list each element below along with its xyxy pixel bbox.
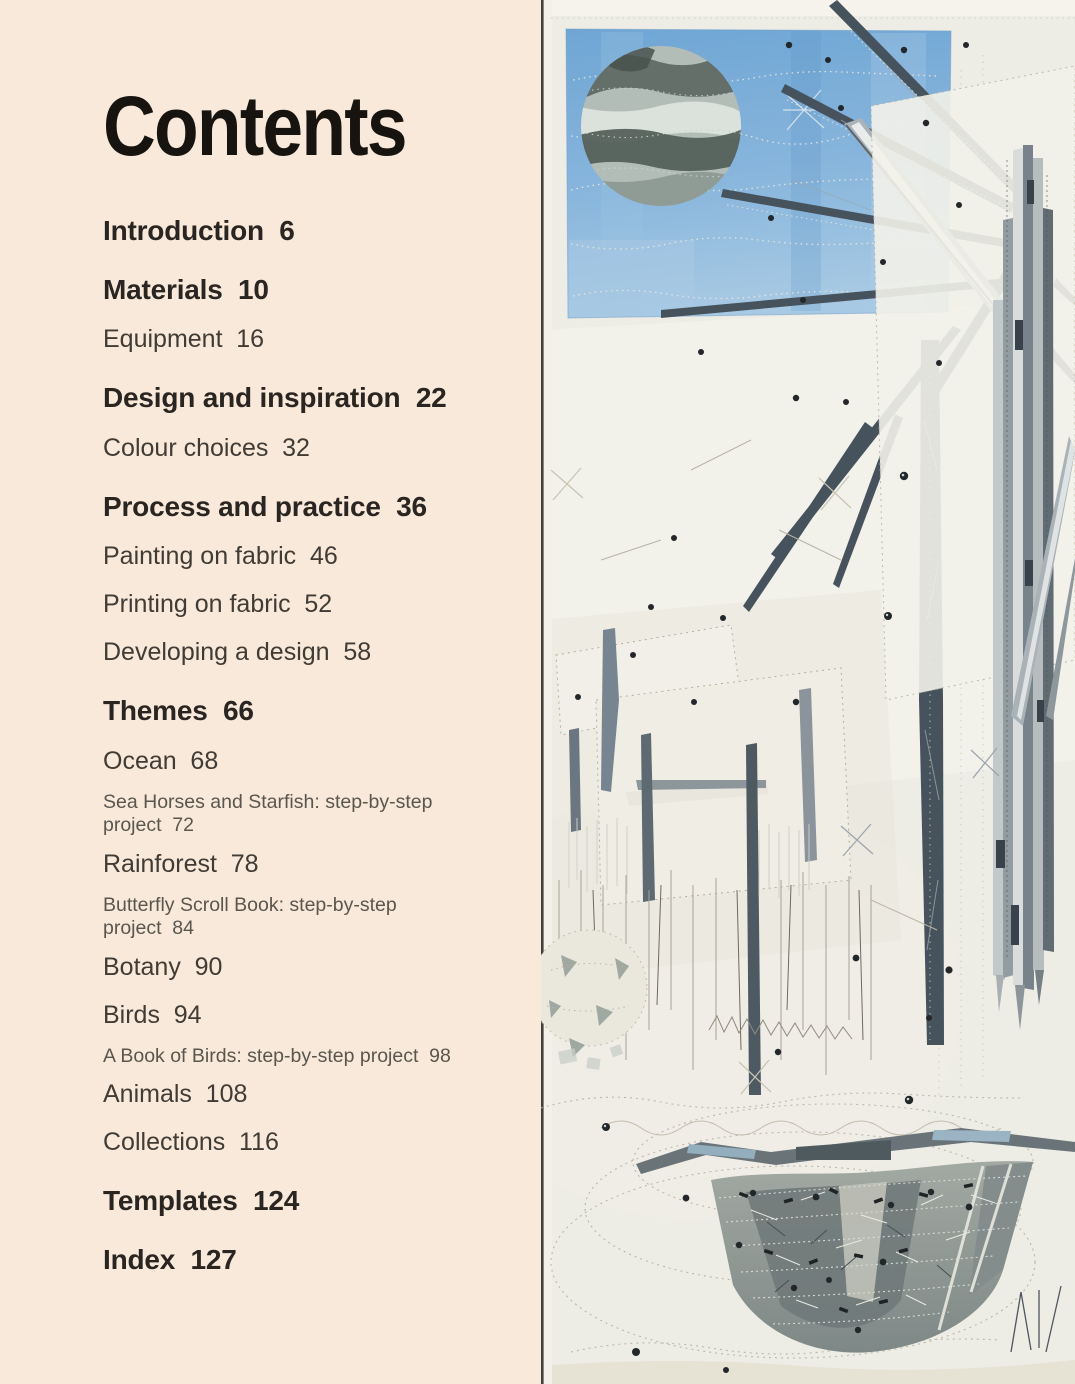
toc-entry: [103, 273, 543, 307]
toc-entry: [103, 1000, 543, 1030]
toc-entry: [103, 637, 543, 667]
toc-entry-label: Botany: [103, 952, 181, 981]
toc-entry-label: Design and inspiration: [103, 382, 401, 414]
toc-entries: [103, 214, 543, 1276]
toc-entry-page: 84: [172, 917, 194, 940]
toc-entry-label: Sea Horses and Starfish: step-by-step project: [103, 790, 433, 837]
artwork-image: [541, 0, 1075, 1384]
toc-entry-label: A Book of Birds: step-by-step project: [103, 1044, 419, 1067]
toc-entry-page: 98: [429, 1044, 451, 1067]
toc-entry-page: 16: [236, 325, 265, 354]
toc-entry-label: Painting on fabric: [103, 542, 297, 571]
toc-entry-label: Animals: [103, 1079, 192, 1108]
toc-entry-page: 94: [173, 1000, 202, 1029]
toc-entry-page: 78: [230, 849, 259, 878]
artwork-panel: [541, 0, 1075, 1384]
toc-entry: [103, 214, 543, 248]
toc-entry-page: 10: [237, 273, 269, 305]
toc-entry-page: 66: [223, 695, 254, 727]
toc-entry-label: Templates: [103, 1184, 238, 1216]
toc-entry-label: Materials: [103, 273, 223, 305]
toc-entry: [103, 1184, 543, 1218]
toc-entry-label: Birds: [103, 1000, 160, 1029]
toc-entry: [103, 1243, 543, 1277]
toc-entry: [103, 952, 543, 982]
toc-entry: [103, 324, 543, 354]
toc-entry-label: Collections: [103, 1127, 226, 1156]
toc-entry-label: Butterfly Scroll Book: step-by-step project: [103, 893, 397, 940]
toc-entry: [103, 746, 543, 776]
toc-entry-label: Themes: [103, 695, 208, 727]
toc-entry-page: 58: [343, 638, 372, 667]
toc-entry-label: Rainforest: [103, 849, 217, 878]
page-title: Contents: [103, 79, 406, 173]
toc-entry-label: Process and practice: [103, 490, 381, 522]
toc-entry: [103, 381, 543, 415]
table-of-contents: [103, 79, 543, 1276]
toc-entry: [103, 694, 543, 728]
toc-entry-page: 46: [309, 542, 338, 571]
toc-entry-page: 127: [190, 1243, 237, 1275]
toc-entry-page: 108: [205, 1079, 248, 1108]
toc-entry-label: Ocean: [103, 746, 177, 775]
toc-entry: [103, 1045, 455, 1068]
toc-entry: [103, 1127, 543, 1157]
toc-entry-label: Developing a design: [103, 638, 330, 667]
toc-entry: [103, 849, 543, 879]
toc-entry: [103, 589, 543, 619]
toc-entry: [103, 541, 543, 571]
toc-entry-page: 116: [239, 1127, 279, 1156]
toc-entry-page: 36: [396, 490, 427, 522]
toc-entry-page: 72: [172, 814, 194, 837]
toc-entry-label: Index: [103, 1243, 176, 1275]
toc-entry-page: 68: [190, 746, 219, 775]
toc-entry-page: 90: [194, 952, 223, 981]
toc-entry-label: Colour choices: [103, 433, 269, 462]
toc-entry-page: 6: [279, 215, 295, 246]
toc-entry-page: 124: [253, 1184, 300, 1216]
toc-entry-page: 32: [282, 433, 310, 462]
toc-entry: [103, 894, 455, 941]
toc-entry: [103, 433, 543, 463]
toc-entry: [103, 1079, 543, 1109]
toc-entry-label: Introduction: [103, 215, 264, 246]
toc-entry-label: Equipment: [103, 325, 223, 354]
toc-entry: [103, 490, 543, 524]
toc-entry-page: 22: [415, 382, 447, 414]
toc-entry-label: Printing on fabric: [103, 590, 291, 619]
toc-entry-page: 52: [304, 590, 333, 619]
toc-entry: [103, 791, 455, 838]
